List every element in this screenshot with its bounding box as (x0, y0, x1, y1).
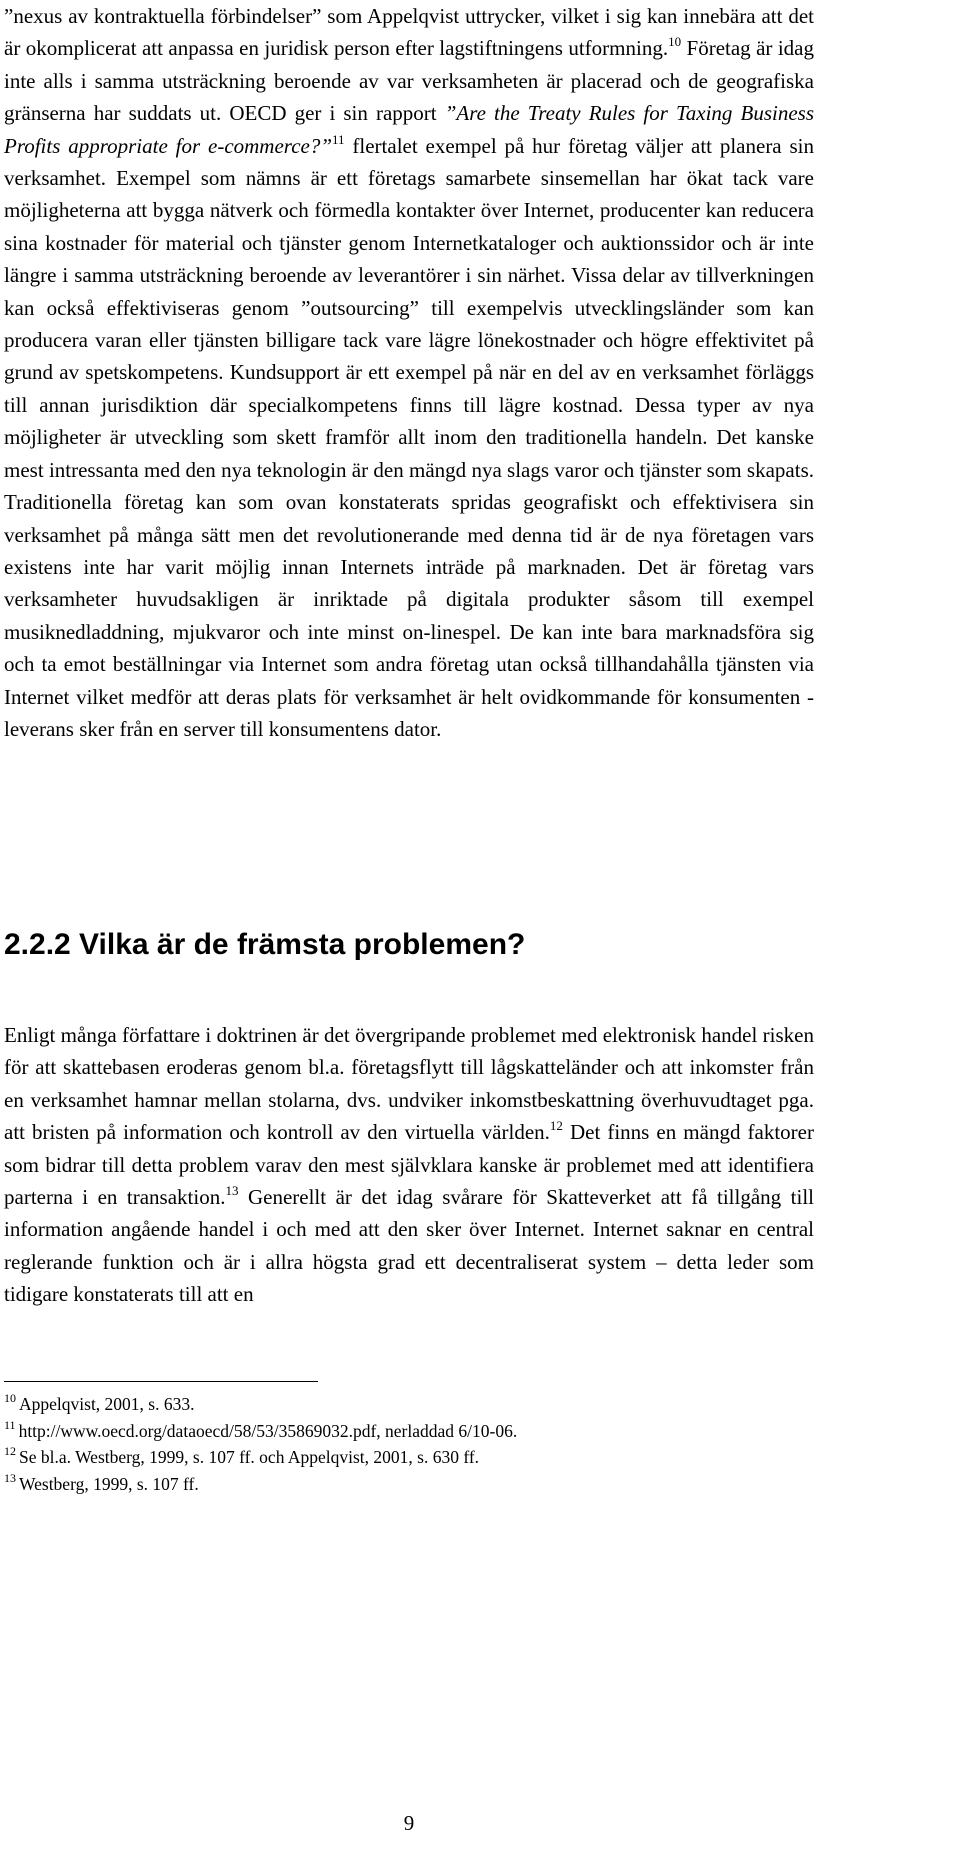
footnote-link[interactable]: http://www.oecd.org/dataoecd/58/53/35869032.pdf, nerladdad 6/10-06. (18, 1420, 518, 1441)
footnote-number: 11 (4, 1417, 16, 1432)
footnote-text: Westberg, 1999, s. 107 ff. (19, 1473, 199, 1494)
footnote-number: 13 (4, 1470, 16, 1485)
footnote-text: Appelqvist, 2001, s. 633. (19, 1394, 195, 1414)
footnote-12 (4, 1444, 814, 1471)
paragraph-2-text-a: Enligt många författare i doktrinen är det övergripande problemet med elektronisk handel risken för att skattebasen eroderas genom bl.a. företagsflytt till lågskatteländer och att inkomster från en verksamhet hamnar mellan stolarna, dvs. undviker inkomstbeskattning överhuvudtaget pga. att bristen på information och kontroll av den virtuella världen. (4, 1023, 814, 1145)
footnote-ref-11: 11 (332, 131, 345, 147)
footnote-10 (4, 1391, 814, 1418)
footnote-separator (4, 1381, 318, 1382)
section-heading: 2.2.2 Vilka är de främsta problemen? (4, 928, 526, 961)
body-paragraph-2 (4, 1019, 814, 1311)
paragraph-2-text-b: Det finns en mängd faktorer som bidrar till detta problem varav den mest självklara kanske är problemet med att identifiera parterna i en transaktion. (4, 1120, 814, 1210)
paragraph-1-text-a: ”nexus av kontraktuella förbindelser” som Appelqvist uttrycker, vilket i sig kan innebära att det är okomplicerat att anpassa en juridisk person efter lagstiftningens utformning. (4, 4, 814, 61)
page-number: 9 (403, 1811, 415, 1835)
footnote-13 (4, 1471, 814, 1498)
footnote-number: 10 (4, 1391, 16, 1405)
footnote-11 (4, 1418, 814, 1445)
footnote-number: 12 (4, 1444, 16, 1458)
paragraph-2-text-c: Generellt är det idag svårare för Skatteverket att få tillgång till information angående handel i och med att den sker över Internet. Internet saknar en central reglerande funktion och är i allra högsta grad ett decentraliserat system – detta leder som tidigare konstaterats till att en (4, 1185, 815, 1307)
footnotes (4, 1391, 814, 1497)
footnote-ref-12: 12 (549, 1118, 563, 1134)
footnote-ref-10: 10 (668, 34, 682, 50)
footnote-text: Se bl.a. Westberg, 1999, s. 107 ff. och Appelqvist, 2001, s. 630 ff. (19, 1447, 480, 1467)
footnote-ref-13: 13 (225, 1183, 239, 1199)
paragraph-1-text-b: Företag är idag inte alls i samma utsträckning beroende av var verksamheten är placerad och de geografiska gränserna har suddats ut. OECD ger i sin rapport (4, 36, 814, 126)
report-title: ”Are the Treaty Rules for Taxing Business Profits appropriate for e-commerce?” (4, 101, 814, 158)
body-paragraph-1 (4, 0, 814, 745)
paragraph-1-text-c: flertalet exempel på hur företag väljer att planera sin verksamhet. Exempel som nämns är ett företags samarbete sinsemellan har ökat tack vare möjligheterna att bygga nätverk och förmedla kontakter över Internet, producenter kan reducera sina kostnader för material och tjänster genom Internetkataloger och auktionssidor och är inte längre i samma utsträckning beroende av leverantörer i sin närhet. Vissa delar av tillverkningen kan också effektiviseras genom ”outsourcing” till exempelvis utvecklingsländer som kan producera varan eller tjänsten billigare tack vare lägre lönekostnader och högre effektivitet på grund av spetskompetens. Kundsupport är ett exempel på när en del av en verksamhet förläggs till annan jurisdiktion där specialkompetens finns till lägre kostnad. Dessa typer av nya möjligheter är utveckling som skett framför allt inom den traditionella handeln. Det kanske mest intressanta med den nya teknologin är den mängd nya slags varor och tjänster som skapats. Traditionella företag kan som ovan konstaterats spridas geografiskt och effektivisera sin verksamhet på många sätt men det revolutionerande med denna tid är de nya företagen vars existens inte har varit möjlig innan Internets inträde på marknaden. Det är företag vars verksamheter huvudsakligen är inriktade på digitala produkter såsom till exempel musiknedladdning, mjukvaror och inte minst on-linespel. De kan inte bara marknadsföra sig och ta emot beställningar via Internet som andra företag utan också tillhandahålla tjänsten via Internet vilket medför att deras plats för verksamhet är helt ovidkommande för konsumenten - leverans sker från en server till konsumentens dator. (4, 133, 814, 741)
